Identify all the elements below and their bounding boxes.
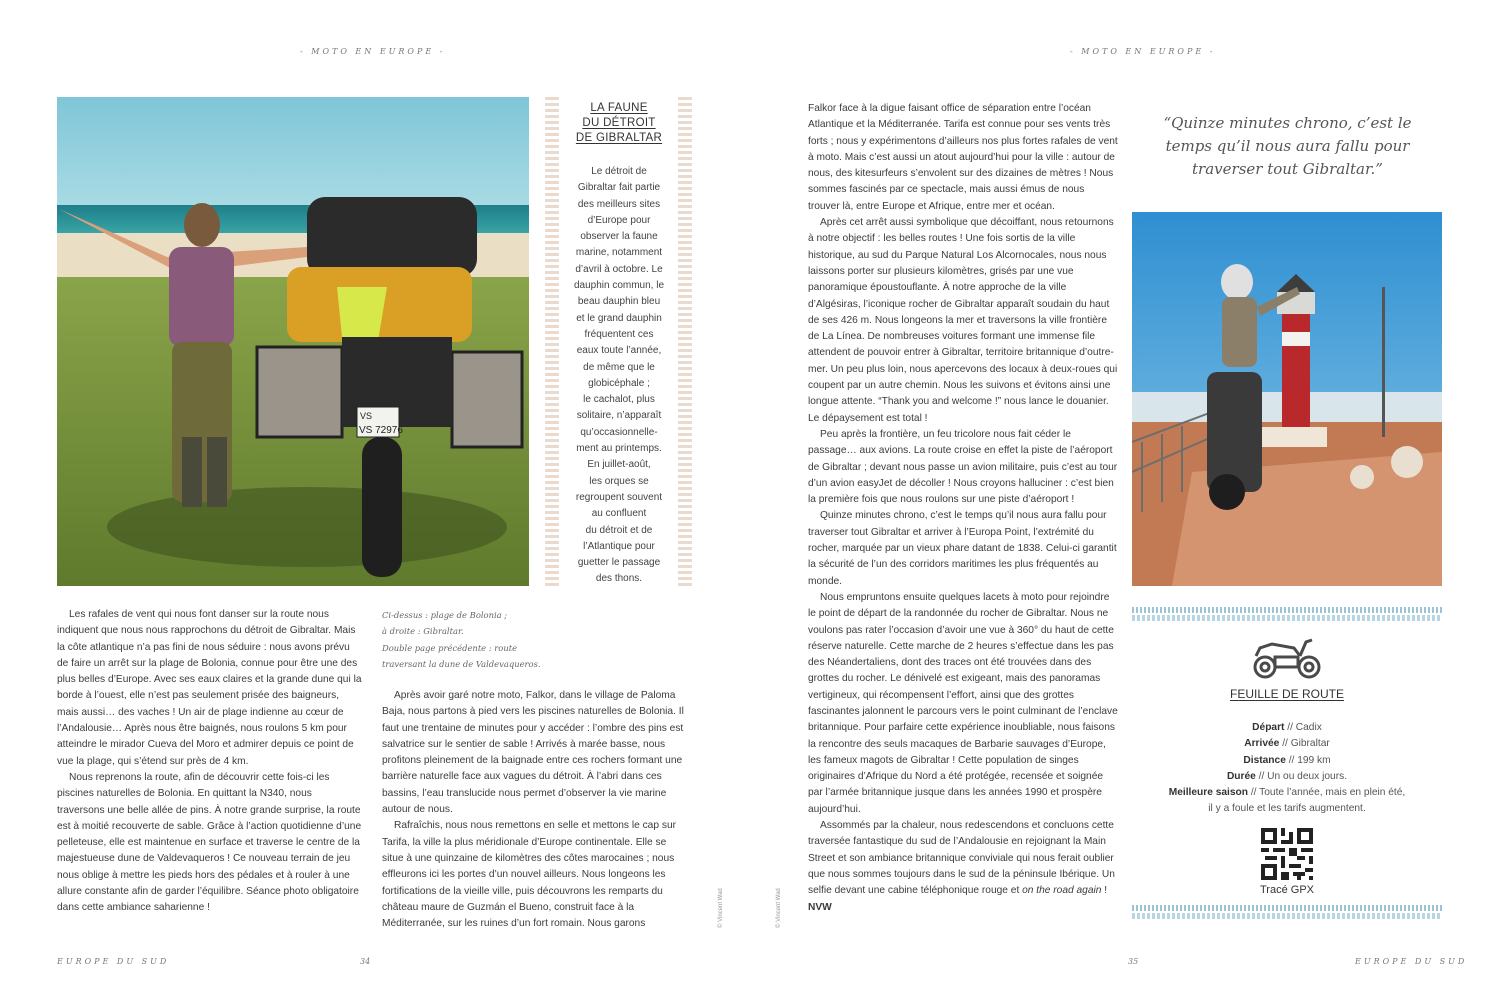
sidebar-line: le cachalot, plus [583, 394, 655, 406]
paragraph: Nous reprenons la route, afin de découvrir cette fois-ci les piscines naturelles de Bolonia. En quittant la N340, nous traversons une belle allée de pins. À notre grande surprise, la route est à moitié recouverte de sable. Grâce à l’action quotidienne d’une pelleteuse, elle est maintenue en surface et traverse le centre de la majestueuse dune de Valdevaqueros ! Ce nouveau terrain de jeu nous oblige à mettre les pieds hors des pédales et à rouler à une allure constante afin de garder l’équilibre. Séance photo obligatoire dans cette ambiance saharienne ! [57, 771, 362, 914]
caption-line: Ci-dessus : plage de Bolonia ; [382, 610, 508, 620]
photo-caption [382, 607, 682, 672]
paragraph-final [808, 818, 1118, 916]
sidebar-line: eaux toute l’année, [576, 345, 662, 357]
caption-line: à droite : Gibraltar. [382, 626, 464, 637]
pull-quote: “Quinze minutes chrono, c’est le temps qu’il nous aura fallu pour traverser tout Gibraltar.” [1163, 114, 1412, 178]
paragraph-text: Assommés par la chaleur, nous redescendons et concluons cette traversée fantastique du sud de l’Andalousie en rejoignant la Main Street et son ambiance britannique conviviale qui nous ferait oublier que nous sommes toujours dans le sud de la péninsule Ibérique. Un selfie devant une cabine téléphonique rouge et [808, 820, 1115, 897]
sidebar-line: qu’occasionnelle- [580, 426, 658, 438]
decorative-wave-top [1132, 607, 1442, 621]
article-column-3 [808, 101, 1118, 916]
separator: // [1284, 722, 1296, 733]
roadbook-value: Gibraltar [1290, 738, 1330, 750]
punctuation: ! [1101, 885, 1108, 897]
photo-europa-point-lighthouse [1132, 212, 1442, 586]
photo-bolonia-beach [57, 97, 529, 586]
paragraph: Falkor face à la digue faisant office de séparation entre l’océan Atlantique et la Méditerranée. Tarifa est connue pour ses vents très forts ; nous y expérimentons d’ailleurs nos plus fortes rafales de vent à moto. Mais c’est aussi un atout aujourd’hui pour la ville : autour de nous, des kitesurfeurs s’envolent sur des dizaines de mètres ! Nous sommes fascinés par ce spectacle, mais aussi émus de nous trouver là, entre Europe et Afrique, entre mer et océan. [808, 103, 1118, 212]
photo-credit-left: © Vincent Wad [718, 888, 724, 928]
sidebar-line: de même que le [583, 361, 655, 373]
sidebar-line: les orques se [589, 475, 649, 487]
roadbook-details [1132, 720, 1442, 818]
separator: // [1248, 787, 1260, 799]
italic-phrase: on the road again [1022, 885, 1102, 897]
sidebar-title-line: DE GIBRALTAR [575, 132, 663, 144]
roadbook-label: Arrivée [1244, 738, 1280, 750]
caption-line: traversant la dune de Valdevaqueros. [382, 658, 541, 669]
paragraph: Après avoir garé notre moto, Falkor, dans le village de Paloma Baja, nous partons à pied vers les piscines naturelles de Bolonia. Il faut une trentaine de minutes pour y accéder : l’ombre des pins est salvatrice sur le sentier de sable ! Arrivés à marée basse, nous profitons pleinement de la baignade entre ces rochers formant une barrière naturelle face aux vagues du détroit. À l’abri dans ces bassins, l’eau translucide nous permet d’observer la vie marine autour de nous. [382, 690, 684, 816]
beach-photo-illustration [57, 97, 529, 586]
motorcycle-icon [1250, 636, 1324, 680]
running-head-right: - MOTO EN EUROPE - [1070, 47, 1216, 56]
sidebar-line: du détroit et de [585, 524, 653, 536]
roadbook-value: 199 km [1297, 754, 1331, 766]
roadbook-value: Toute l’année, mais en plein été, [1259, 787, 1406, 799]
svg-text:VS: VS [360, 411, 373, 421]
footer-section-right: EUROPE DU SUD [1355, 957, 1468, 966]
roadbook-label: Départ [1252, 722, 1285, 733]
sidebar-border-right [678, 97, 692, 586]
license-plate: VS 72976 [359, 425, 403, 436]
sidebar-line: observer la faune [580, 231, 658, 243]
sidebar-line: et le grand dauphin [576, 312, 662, 324]
roadbook-item-duree [1132, 769, 1442, 785]
sidebar-line: des meilleurs sites [577, 198, 661, 210]
page-number-right: 35 [1128, 957, 1139, 966]
sidebar-line: Le détroit de [591, 166, 647, 177]
paragraph: Peu après la frontière, un feu tricolore nous fait céder le passage… aux avions. La route croise en effet la piste de l’aéroport de Gibraltar ; devant nous passe un avion militaire, puis c’est au tour d’un avion easyJet de décoller ! Nous croyons halluciner : c’est bien la première fois que nous roulons sur une piste d’aéroport ! [808, 428, 1118, 506]
sidebar-line: Gibraltar fait partie [577, 182, 661, 194]
paragraph: Quinze minutes chrono, c’est le temps qu’il nous aura fallu pour traverser tout Gibraltar et arriver à l’Europa Point, l’extrémité du rocher, marquée par un vieux phare datant de 1838. Celui-ci garantit la sécurité de l’un des corridors maritimes les plus fréquentés au monde. [808, 510, 1117, 587]
qr-label: Tracé GPX [1260, 884, 1314, 896]
page-number-left: 34 [360, 957, 371, 966]
sidebar-text [563, 164, 675, 588]
sidebar-title-line: LA FAUNE [590, 102, 648, 114]
separator: // [1285, 754, 1298, 766]
roadbook-label: Distance [1243, 754, 1286, 766]
roadbook-value: Cadix [1295, 722, 1322, 733]
sidebar-line: au confluent [591, 508, 647, 520]
sidebar-line: fréquentent ces [584, 328, 654, 340]
sidebar-line: regroupent souvent [575, 491, 663, 503]
roadbook-value: Un ou deux jours. [1267, 770, 1348, 782]
separator: // [1255, 770, 1268, 782]
roadbook-title: FEUILLE DE ROUTE [1229, 687, 1345, 701]
sidebar-fauna [563, 101, 675, 588]
sidebar-line: marine, notamment [575, 247, 663, 259]
roadbook-extra-line: il y a foule et les tarifs augmentent. [1208, 803, 1366, 815]
roadbook-label: Meilleure saison [1168, 787, 1248, 799]
article-column-2 [382, 688, 687, 932]
roadbook-item-arrivee [1132, 736, 1442, 752]
roadbook-item-depart [1132, 720, 1442, 736]
article-column-1 [57, 607, 362, 917]
decorative-wave-bottom [1132, 905, 1442, 919]
sidebar-line: d’avril à octobre. Le [575, 263, 663, 275]
qr-code[interactable] [1261, 828, 1313, 880]
paragraph: Rafraîchis, nous nous remettons en selle et mettons le cap sur Tarifa, la ville la plus méridionale d’Europe continentale. Elle se situe à une quinzaine de kilomètres des côtes marocaines ; nous effleurons ici les portes d’un nouvel ailleurs. Nous longeons les fortifications de la vieille ville, puis découvrons les remparts du château maure de Guzmán el Bueno, construit face à la Méditerranée, sur les ruines d’un fort romain. Nous garons [382, 820, 676, 930]
sidebar-title-line: DU DÉTROIT [582, 117, 656, 129]
sidebar-line: beau dauphin bleu [577, 296, 661, 308]
lighthouse-photo-illustration [1132, 212, 1442, 586]
paragraph: Les rafales de vent qui nous font danser sur la route nous indiquent que nous nous rapprochons du détroit de Gibraltar. Mais la côte atlantique n’a pas fini de nous séduire : nous avons prévu de faire un arrêt sur la plage de Bolonia, connue pour être une des plus belles d’Europe. Avec ses eaux claires et la grande dune qui la borde à l’ouest, elle n’est pas seulement prisée des baigneurs, mais aussi… des vaches ! Un air de plage indienne au cœur de l’Andalousie… Après nous être baignés, nous roulons 5 km pour atteindre le mirador Cueva del Moro et admirer depuis ce point de vue la plage, qui s’étend sur près de 4 km. [57, 609, 362, 767]
sidebar-border-left [545, 97, 559, 586]
sidebar-line: solitaire, n’apparaît [576, 410, 662, 422]
footer-section-left: EUROPE DU SUD [57, 957, 170, 966]
sidebar-line: l’Atlantique pour [583, 540, 655, 552]
sidebar-title [563, 101, 675, 146]
separator: // [1279, 738, 1291, 750]
sidebar-line: En juillet-août, [587, 459, 651, 471]
roadbook-item-distance [1132, 753, 1442, 769]
photo-credit-right: © Vincent Wad [776, 888, 782, 928]
sidebar-line: ment au printemps. [576, 443, 662, 455]
roadbook-label: Durée [1226, 770, 1256, 782]
author-signature: NVW [808, 901, 832, 913]
running-head-left: - MOTO EN EUROPE - [300, 47, 446, 56]
sidebar-line: globicéphale ; [588, 377, 650, 389]
caption-line: Double page précédente : route [382, 642, 518, 653]
sidebar-line: guetter le passage [577, 557, 661, 569]
paragraph: Nous empruntons ensuite quelques lacets à moto pour rejoindre le point de départ de la randonnée du rocher de Gibraltar. Nous ne voulons pas rater l’occasion d’avoir une vue à 360° du haut de cette réserve naturelle. Cette marche de 2 heures s’effectue dans les pas des Néandertaliens, dont des traces ont été trouvées dans des grottes du rocher. Le dénivelé est exigeant, mais des panoramas vertigineux, qui récompensent l’effort, ainsi que des grottes fascinantes jalonnent le parcours vers le point culminant de l’enclave britannique. Pour parfaire cette expérience inoubliable, nous faisons la rencontre des seuls macaques de Barbarie sauvages d’Europe, les fameux magots de Gibraltar ! Cette population de singes originaires d’Afrique du Nord a été protégée, recensée et soignée par l’armée britannique jusque dans les années 1990 et prospère aujourd’hui. [808, 591, 1118, 815]
roadbook-item-saison [1132, 785, 1442, 801]
sidebar-line: dauphin commun, le [573, 280, 665, 292]
sidebar-line: d’Europe pour [587, 214, 651, 226]
sidebar-line: des thons. [595, 573, 643, 585]
paragraph: Après cet arrêt aussi symbolique que décoiffant, nous retournons à notre objectif : les belles routes ! Une fois sortis de la ville historique, au sud du Parque Natural Los Alcornocales, nous nous laissons porter sur plusieurs kilomètres, grisés par une vue panoramique époustouflante. À notre approche de la ville d’Algésiras, l’iconique rocher de Gibraltar apparaît soudain du haut de ses 426 m. Nous longeons la mer et traversons la ville frontière de La Línea. De nombreuses voitures formant une immense file attendent de pouvoir entrer à Gibraltar, territoire britannique d’outre-mer. Un peu plus loin, nous apercevons des locaux à deux-roues qui coupent par un autre chemin. Nous les suivons et évitons ainsi une longue attente. “Thank you and welcome !” nous lance le douanier. Le dépaysement est total ! [808, 217, 1118, 424]
